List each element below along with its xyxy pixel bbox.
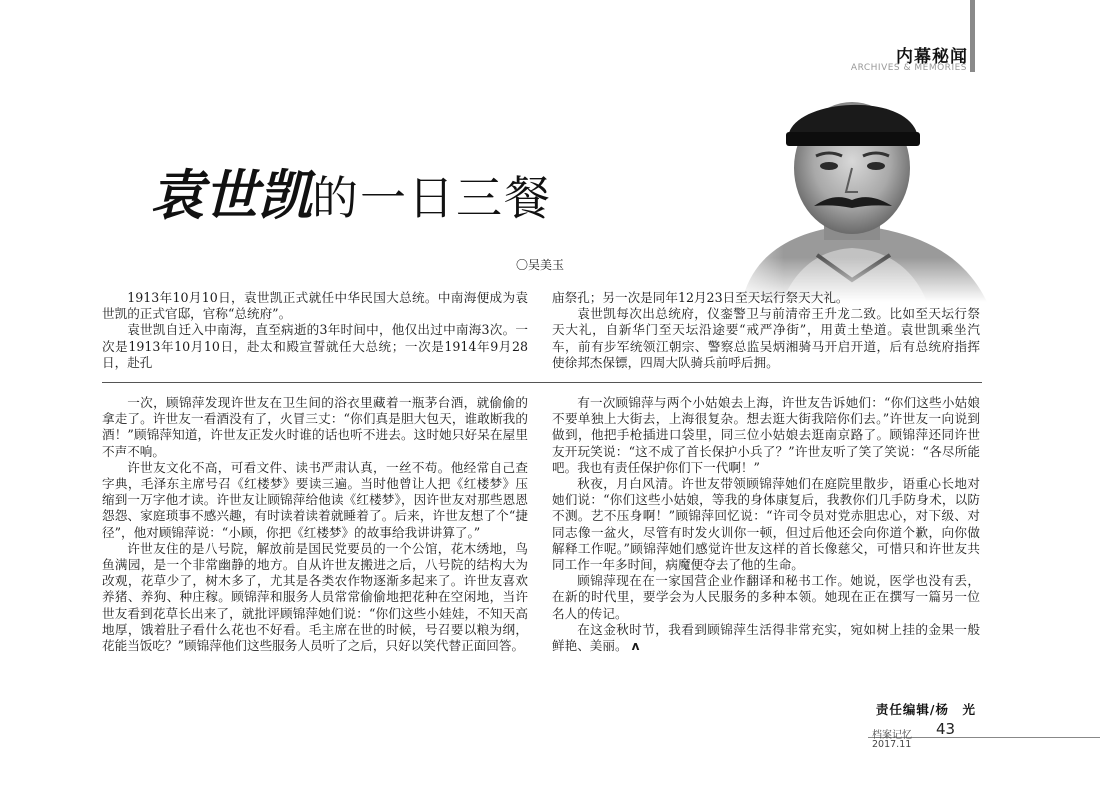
section-title: 内幕秘闻: [896, 47, 968, 67]
section-subtitle: ARCHIVES & MEMORIES: [850, 63, 967, 73]
end-mark-icon: ʌ: [631, 639, 640, 654]
article-title-rest: 的一日三餐: [312, 171, 552, 225]
paragraph: 一次，顾锦萍发现许世友在卫生间的浴衣里藏着一瓶茅台酒，就偷偷的拿走了。许世友一看酒没有了，火冒三丈：“你们真是胆大包天，谁敢断我的酒！”顾锦萍知道，许世友正发火时谁的话也听不进去。这时她只好呆在屋里不声不响。: [102, 395, 528, 459]
article-author: 〇吴美玉: [516, 258, 565, 272]
portrait-photo-icon: [712, 80, 1000, 302]
editor-credit: 责任编辑/杨 光: [875, 702, 976, 717]
paragraph: 顾锦萍现在在一家国营企业作翻译和秘书工作。她说，医学也没有丢，在新的时代里，要学会为人民服务的多种本领。她现在正在撰写一篇另一位名人的传记。: [552, 573, 980, 621]
section-divider: [102, 382, 982, 383]
column-top-left: [102, 290, 528, 371]
paragraph: 1913年10月10日，袁世凯正式就任中华民国大总统。中南海便成为袁世凯的正式官邸，官称“总统府”。: [102, 290, 528, 322]
column-top-right: [552, 290, 980, 371]
footer-magazine-name: 档案记忆: [872, 730, 912, 741]
paragraph-last: [552, 622, 980, 654]
paragraph: 许世友住的是八号院，解放前是国民党要员的一个公馆，花木绣地，鸟鱼满园，是一个非常幽静的地方。自从许世友搬进之后，八号院的结构大为改观，花草少了，树木多了，尤其是各类农作物逐渐多起来了。许世友喜欢养猪、养狗、种庄稼。顾锦萍和服务人员常常偷偷地把花种在空闲地，当许世友看到花草长出来了，就批评顾锦萍她们说：“你们这些小娃娃，不知天高地厚，饿着肚子看什么花也不好看。毛主席在世的时候，号召要以粮为纲，花能当饭吃？”顾锦萍他们这些服务人员听了之后，只好以笑代替正面回答。: [102, 540, 528, 654]
paragraph: 袁世凯自迁入中南海，直至病逝的3年时间中，他仅出过中南海3次。一次是1913年10月10日，赴太和殿宣誓就任大总统；一次是1914年9月28日，赴孔: [102, 322, 528, 370]
column-bottom-right: [552, 395, 980, 654]
column-bottom-left: [102, 395, 528, 654]
portrait-photo: [712, 80, 1000, 302]
paragraph-text: 在这金秋时节，我看到顾锦萍生活得非常充实，宛如树上挂的金果一般鲜艳、美丽。: [552, 621, 980, 654]
paragraph: 有一次顾锦萍与两个小姑娘去上海，许世友告诉她们：“你们这些小姑娘不要单独上大街去，上海很复杂。想去逛大街我陪你们去。”许世友一向说到做到，他把手枪插进口袋里，同三位小姑娘去逛南京路了。顾锦萍还同许世友开玩笑说：“这不成了首长保护小兵了？”许世友听了笑了笑说：“各尽所能吧。我也有责任保护你们下一代啊！”: [552, 395, 980, 475]
page-number: 43: [936, 720, 956, 738]
article-title: [150, 163, 552, 227]
paragraph: 秋夜，月白风清。许世友带领顾锦萍她们在庭院里散步，语重心长地对她们说：“你们这些小姑娘，等我的身体康复后，我教你们几手防身术，以防不测。艺不压身啊！”顾锦萍回忆说：“许司令员对党赤胆忠心，对下级、对同志像一盆火，尽管有时发火训你一顿，但过后他还会向你道个歉，向你做解释工作呢。”顾锦萍她们感觉许世友这样的首长像慈父，可惜只和许世友共同工作一年多时间，病魔便夺去了他的生命。: [552, 476, 980, 573]
paragraph: 庙祭孔；另一次是同年12月23日至天坛行祭天大礼。: [552, 290, 849, 305]
article-title-name: 袁世凯: [150, 163, 312, 227]
paragraph: 许世友文化不高，可看文件、读书严肃认真，一丝不苟。他经常自己查字典，毛泽东主席号召《红楼梦》要读三遍。当时他曾让人把《红楼梦》压缩到一万字他才读。许世友让顾锦萍给他读《红楼梦》，因许世友对那些恩恩怨怨、家庭琐事不感兴趣，有时读着读着就睡着了。后来，许世友想了个“捷径”，他对顾锦萍说：“小顾，你把《红楼梦》的故事给我讲讲算了。”: [102, 459, 528, 540]
header-accent-bar: [970, 0, 975, 72]
issue-date: 2017.11: [872, 739, 912, 750]
paragraph: 袁世凯每次出总统府，仪銮警卫与前清帝王升龙二致。比如至天坛行祭天大礼，自新华门至天坛沿途要“戒严净街”，用黄土垫道。袁世凯乘坐汽车，前有步军统领江朝宗、警察总监吴炳湘骑马开启开道，后有总统府指挥使徐邦杰保镖，四周大队骑兵前呼后拥。: [552, 306, 980, 370]
